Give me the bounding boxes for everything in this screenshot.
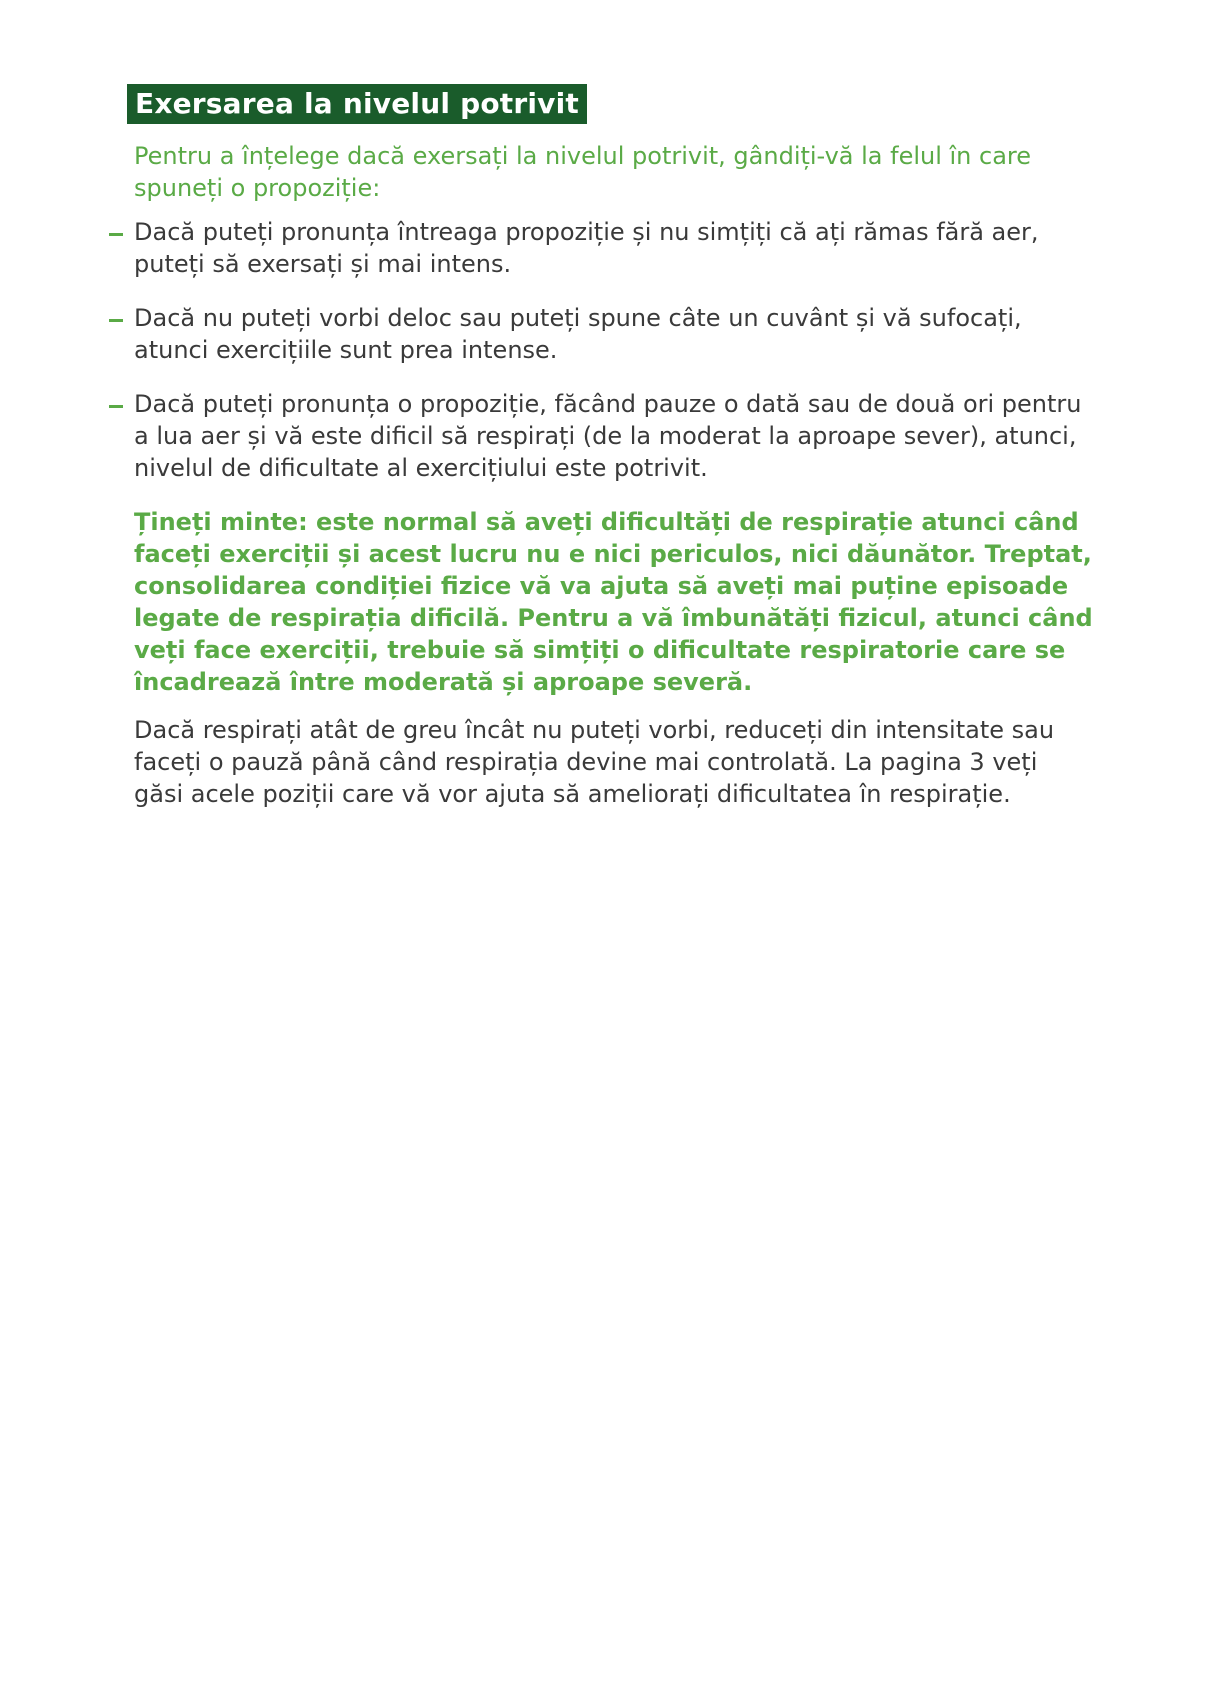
section-content (134, 140, 1094, 810)
dash-bullet-icon (109, 405, 123, 408)
bullet-list (134, 216, 1094, 484)
section-heading: Exersarea la nivelul potrivit (127, 84, 587, 124)
closing-paragraph: Dacă respirați atât de greu încât nu puteți vorbi, reduceți din intensitate sau faceți o pauză până când respirația devine mai controlată. La pagina 3 veți găsi acele poziții care vă vor ajuta să ameliorați dificultatea în respirație. (134, 716, 1055, 808)
list-item (134, 388, 1094, 484)
dash-bullet-icon (109, 233, 123, 236)
list-item-text: Dacă nu puteți vorbi deloc sau puteți spune câte un cuvânt și vă sufocați, atunci exercițiile sunt prea intense. (134, 304, 1022, 364)
intro-paragraph: Pentru a înțelege dacă exersați la nivelul potrivit, gândiți-vă la felul în care spuneți o propoziție: (134, 142, 1032, 202)
list-item-text: Dacă puteți pronunța o propoziție, făcând pauze o dată sau de două ori pentru a lua aer și vă este dificil să respirați (de la moderat la aproape sever), atunci, nivelul de dificultate al exercițiului este potrivit. (134, 390, 1082, 482)
list-item (134, 302, 1094, 366)
dash-bullet-icon (109, 319, 123, 322)
list-item-text: Dacă puteți pronunța întreaga propoziție și nu simțiți că ați rămas fără aer, puteți să exersați și mai intens. (134, 218, 1039, 278)
list-item (134, 216, 1094, 280)
highlight-note: Țineți minte: este normal să aveți dificultăți de respirație atunci când faceți exerciții și acest lucru nu e nici periculos, nici dăunător. Treptat, consolidarea condiției fizice vă va ajuta să aveți mai puține episoade legate de respirația dificilă. Pentru a vă îmbunătăți fizicul, atunci când veți face exerciții, trebuie să simțiți o dificultate respiratorie care se încadrează între moderată și aproape severă. (134, 508, 1093, 696)
